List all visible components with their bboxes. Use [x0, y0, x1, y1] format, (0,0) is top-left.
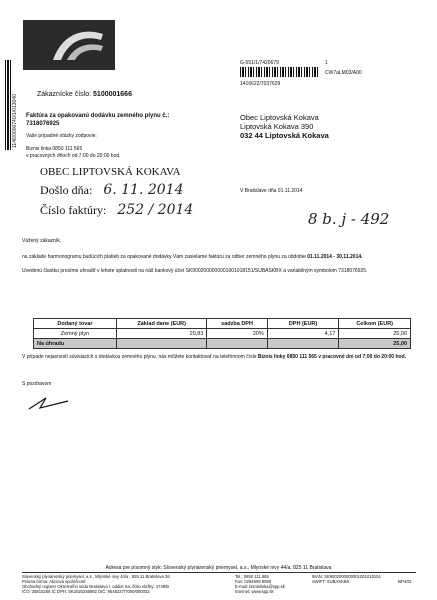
invoice-number: 7318076925 — [26, 121, 60, 127]
footer-company-block — [22, 574, 192, 594]
document-top-code: G-551/1/7420679 — [240, 60, 279, 66]
document-barcode-code: 1416622/7037629 — [240, 81, 281, 87]
footer-form-code: BP402 — [398, 579, 412, 584]
footer-bank-block — [312, 574, 381, 584]
table-cell: 25,00 — [339, 329, 411, 339]
customer-number: 5100001666 — [93, 91, 132, 98]
questions-label: Vaše prípadné otázky zodpovie: — [26, 133, 97, 139]
table-cell: 20% — [207, 329, 267, 339]
invoice-items-table — [33, 318, 411, 349]
total-label: Na úhradu — [34, 339, 117, 349]
total-spacer — [207, 339, 267, 349]
paragraph-1 — [22, 254, 414, 260]
spp-logo — [23, 20, 115, 70]
table-total-row — [34, 339, 411, 349]
customer-number-line — [37, 91, 132, 99]
billing-period: 01.11.2014 - 30.11.2014. — [307, 254, 363, 260]
recipient-line-1: Obec Liptovská Kokava — [240, 113, 319, 122]
stamp-received-date: 6. 11. 2014 — [103, 182, 184, 198]
table-header: Dodaný tovar — [34, 319, 117, 329]
invoice-title: Faktúra za opakovanú dodávku zemného plynu č.: — [26, 113, 170, 119]
table-cell: 4,17 — [267, 329, 339, 339]
contact-text: V prípade nejasností súvisiacich s dodávkou zemného plynu, nás môžete kontaktovať na telefónnom čísle — [22, 354, 257, 360]
signature — [26, 392, 71, 414]
footer-tel: Tel.: 0850 111 565 — [235, 574, 269, 579]
spp-logo-mark-icon — [23, 20, 115, 70]
recipient-line-2: Liptovská Kokava 390 — [240, 122, 314, 131]
table-cell: 20,83 — [116, 329, 206, 339]
footer-iban: IBAN: SK9002000000001001018151 — [312, 574, 381, 579]
hotline-hours: v pracovných dňoch od 7:00 do 20:00 hod. — [26, 153, 121, 159]
document-right-code: CW7aLM03/A00 — [325, 70, 362, 76]
left-vertical-code: 1146/0000740/1/013040 — [12, 94, 18, 148]
footer-email: E-mail: biznislinka@spp.sk — [235, 584, 285, 589]
footer-register: Obchodný register Okresného súdu Bratislava I, oddiel Sa, číslo vložky: 2749/B — [22, 584, 170, 589]
total-spacer — [116, 339, 206, 349]
place-date: V Bratislave dňa 01.11.2014 — [240, 188, 303, 194]
received-stamp — [40, 166, 240, 218]
table-header: DPH (EUR) — [267, 319, 339, 329]
footer-legal-form: Právna forma: Akciová spoločnosť — [22, 579, 86, 584]
stamp-office-name: OBEC LIPTOVSKÁ KOKAVA — [40, 166, 181, 178]
recipient-address — [240, 113, 329, 140]
stamp-received-row — [40, 182, 240, 198]
table-header: sadzba DPH — [207, 319, 267, 329]
footer-web: Internet: www.spp.sk — [235, 589, 274, 594]
total-value: 25,00 — [339, 339, 411, 349]
left-side-barcode — [5, 60, 11, 150]
table-header: Základ dane (EUR) — [116, 319, 206, 329]
paragraph-2: Uvedenú čiastku prosíme uhradiť v lehote splatnosti na náš bankový účet SK9002000000001001018151/SUBASKBX a variabilným symbolom 7318076925. — [22, 268, 368, 274]
closing: S pozdravom — [22, 381, 52, 387]
customer-number-label: Zákaznícke číslo: — [37, 91, 92, 98]
salutation: Vážený zákazník, — [22, 238, 62, 244]
hotline-label: Biznis linka 0850 111 565 — [26, 146, 83, 152]
stamp-invoice-number: 252 / 2014 — [117, 202, 194, 218]
table-header-row — [34, 319, 411, 329]
footer-company: Slovenský plynárenský priemysel, a.s., Mlynské nivy 44/a , 825 11 Bratislava 26 — [22, 574, 170, 579]
stamp-received-label: Došlo dňa: — [40, 183, 93, 197]
contact-hotline: Biznis linky 0850 111 565 v pracovné dni od 7:00 do 20:00 hod. — [257, 354, 407, 360]
footer-rule — [22, 572, 416, 573]
contact-paragraph — [22, 354, 414, 360]
paragraph-1-text: na základe harmonogramu budúcich platieb za opakované dodávky Vám zasielame faktúru za odber zemného plynu za obdobie — [22, 254, 306, 260]
footer-address: Adresa pre písomný styk: Slovenský plynárenský priemysel, a.s., Mlynské nivy 44/a, 825 11 Bratislava — [105, 565, 332, 571]
stamp-invoice-label: Číslo faktúry: — [40, 203, 107, 217]
document-barcode — [240, 67, 320, 77]
table-cell: Zemný plyn — [34, 329, 117, 339]
recipient-line-3: 032 44 Liptovská Kokava — [240, 131, 329, 140]
page-number: 1 — [325, 60, 328, 66]
table-row — [34, 329, 411, 339]
footer-contact-block — [235, 574, 285, 594]
footer-ids: IČO: 35815256 IČ DPH: SK2020256992 DIČ: 9548227/7000/000032 — [22, 589, 150, 594]
stamp-invoice-row — [40, 202, 240, 218]
table-header: Celkom (EUR) — [339, 319, 411, 329]
handwritten-note: 8 b. j - 492 — [308, 210, 390, 228]
footer-swift: SWIFT: SUBASKBX — [312, 579, 350, 584]
total-spacer — [267, 339, 339, 349]
footer-fax: Fax: 0254609 8098 — [235, 579, 272, 584]
